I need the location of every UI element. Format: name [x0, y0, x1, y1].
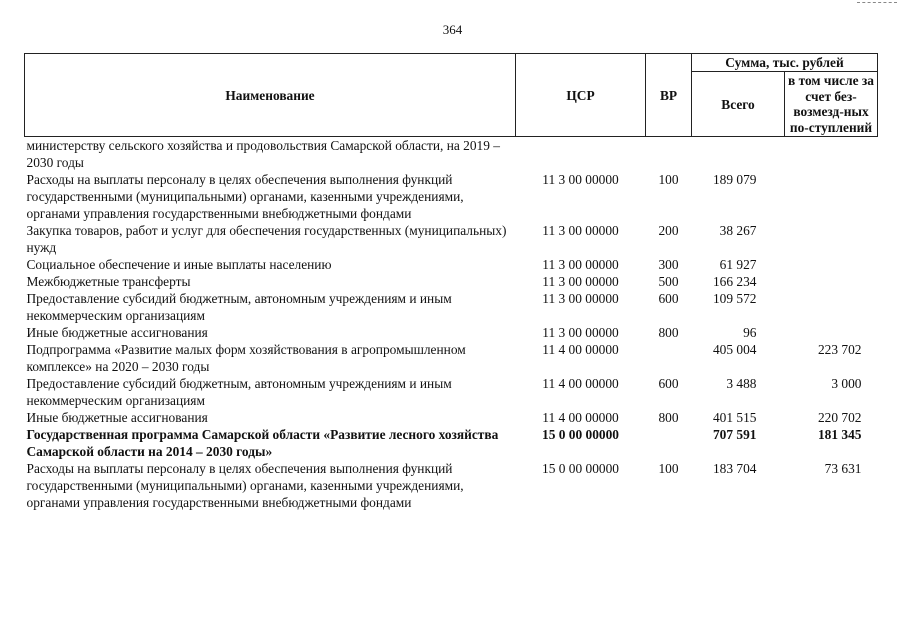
table-row [25, 341, 878, 375]
row-total: 96 [743, 325, 757, 340]
header-name: Наименование [25, 54, 516, 137]
page-number: 364 [442, 22, 463, 37]
table-body [25, 137, 878, 512]
header-vr: ВР [646, 54, 692, 137]
row-csr: 11 3 00 00000 [542, 223, 619, 238]
row-gratis: 3 000 [831, 376, 862, 391]
row-csr: 11 4 00 00000 [542, 376, 619, 391]
row-vr: 600 [658, 291, 679, 306]
row-vr: 100 [658, 461, 679, 476]
row-vr: 200 [658, 223, 679, 238]
row-csr: 11 4 00 00000 [542, 342, 619, 357]
row-name: Иные бюджетные ассигнования [26, 325, 208, 340]
table-row [25, 137, 878, 172]
row-vr: 500 [658, 274, 679, 289]
header-csr: ЦСР [516, 54, 646, 137]
row-vr: 600 [658, 376, 679, 391]
row-vr [646, 341, 692, 375]
row-gratis [785, 171, 878, 222]
table-row [25, 324, 878, 341]
row-csr: 11 3 00 00000 [542, 172, 619, 187]
row-csr: 11 3 00 00000 [542, 291, 619, 306]
budget-table [24, 53, 878, 511]
row-vr: 300 [658, 257, 679, 272]
row-csr: 15 0 00 00000 [542, 427, 619, 442]
row-name: Расходы на выплаты персоналу в целях обеспечения выполнения функций государственными (муниципальными) органами, казенными учреждениями, органами управления государственными внебюджетными фондами [26, 172, 464, 221]
row-total: 3 488 [726, 376, 757, 391]
row-name: министерству сельского хозяйства и продовольствия Самарской области, на 2019 – 2030 годы [26, 138, 500, 170]
corner-mark [857, 2, 897, 3]
table-row [25, 409, 878, 426]
row-name: Социальное обеспечение и иные выплаты населению [26, 257, 332, 272]
row-vr [646, 137, 692, 172]
table-header [25, 54, 878, 137]
row-gratis [785, 324, 878, 341]
row-total: 166 234 [712, 274, 757, 289]
row-csr: 11 3 00 00000 [542, 325, 619, 340]
table-row [25, 273, 878, 290]
row-gratis: 223 702 [817, 342, 862, 357]
row-gratis [785, 290, 878, 324]
row-gratis: 220 702 [817, 410, 862, 425]
row-total: 707 591 [712, 427, 757, 442]
row-gratis [785, 222, 878, 256]
row-csr: 15 0 00 00000 [542, 461, 619, 476]
row-total: 401 515 [712, 410, 757, 425]
row-total: 38 267 [719, 223, 757, 238]
table-row [25, 460, 878, 511]
row-gratis [785, 137, 878, 172]
row-csr: 11 4 00 00000 [542, 410, 619, 425]
row-name: Предоставление субсидий бюджетным, автономным учреждениям и иным некоммерческим организациям [26, 291, 452, 323]
table-row [25, 290, 878, 324]
row-vr [646, 426, 692, 460]
row-csr: 11 3 00 00000 [542, 257, 619, 272]
header-gratis: в том числе за счет без-возмезд-ных по-ступлений [785, 72, 878, 137]
table-row [25, 256, 878, 273]
row-name: Предоставление субсидий бюджетным, автономным учреждениям и иным некоммерческим организациям [26, 376, 452, 408]
table-row [25, 375, 878, 409]
header-sum: Сумма, тыс. рублей [692, 54, 878, 72]
header-total: Всего [692, 72, 785, 137]
table-row [25, 171, 878, 222]
row-vr: 800 [658, 410, 679, 425]
row-gratis [785, 256, 878, 273]
row-csr [516, 137, 646, 172]
row-name: Межбюджетные трансферты [26, 274, 191, 289]
row-total: 109 572 [712, 291, 757, 306]
row-total: 189 079 [712, 172, 757, 187]
row-vr: 800 [658, 325, 679, 340]
row-gratis [785, 273, 878, 290]
table-row [25, 426, 878, 460]
row-name: Подпрограмма «Развитие малых форм хозяйствования в агропромышленном комплексе» на 2020 – 2030 годы [26, 342, 466, 374]
row-name: Расходы на выплаты персоналу в целях обеспечения выполнения функций государственными (муниципальными) органами, казенными учреждениями, органами управления государственными внебюджетными фондами [26, 461, 464, 510]
row-name: Иные бюджетные ассигнования [26, 410, 208, 425]
row-total: 61 927 [719, 257, 757, 272]
row-name: Государственная программа Самарской области «Развитие лесного хозяйства Самарской области на 2014 – 2030 годы» [26, 427, 499, 459]
row-gratis: 73 631 [824, 461, 862, 476]
table-row [25, 222, 878, 256]
row-total: 405 004 [712, 342, 757, 357]
row-csr: 11 3 00 00000 [542, 274, 619, 289]
row-total [692, 137, 785, 172]
row-vr: 100 [658, 172, 679, 187]
row-name: Закупка товаров, работ и услуг для обеспечения государственных (муниципальных) нужд [26, 223, 507, 255]
row-total: 183 704 [712, 461, 757, 476]
row-gratis: 181 345 [817, 427, 862, 442]
